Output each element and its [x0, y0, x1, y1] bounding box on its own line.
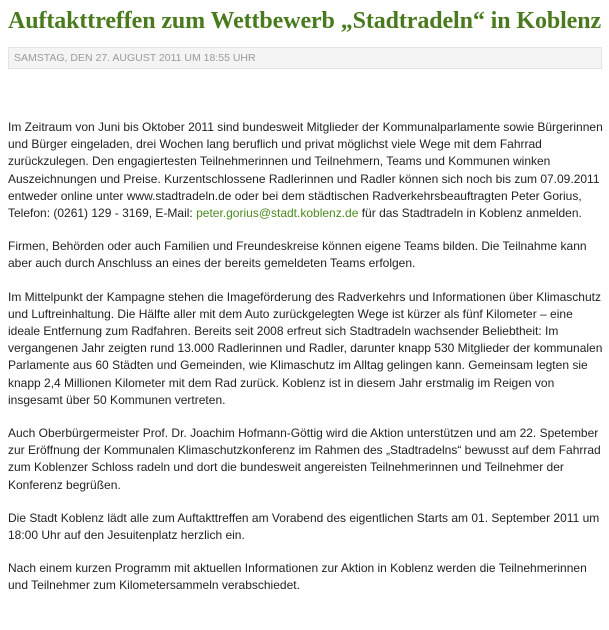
paragraph-teams: Firmen, Behörden oder auch Familien und Freundeskreise können eigene Teams bilden. Die Teilnahme kann aber auch durch Anschluss an eines der bereits gemeldeten Teams erfolgen. [8, 239, 587, 271]
paragraph-registration [8, 119, 606, 222]
paragraph-invitation: Die Stadt Koblenz lädt alle zum Auftakttreffen am Vorabend des eigentlichen Starts am 01. September 2011 um 18:00 Uhr auf den Jesuitenplatz herzlich ein. [8, 510, 600, 543]
paragraph-mayor: Auch Oberbürgermeister Prof. Dr. Joachim Hofmann-Göttig wird die Aktion unterstützen und am 22. Spetember zur Eröffnung der Kommunalen Klimaschutzkonferenz im Rahmen des „Stadtradelns“ bewusst auf dem Fahrrad zum Koblenzer Schloss radeln und dort die bundesweit angereisten Teilnehmerinnen und Teilnehmer der Konferenz begrüßen. [8, 426, 601, 492]
article-body [8, 119, 606, 611]
paragraph-program: Nach einem kurzen Programm mit aktuellen Informationen zur Aktion in Koblenz werden die Teilnehmerinnen und Teilnehmer zum Kilometersammeln verabschiedet. [8, 561, 587, 593]
paragraph-registration-end: für das Stadtradeln in Koblenz anmelden. [358, 206, 582, 221]
paragraph-registration-text: Im Zeitraum von Juni bis Oktober 2011 sind bundesweit Mitglieder der Kommunalparlamente sowie Bürgerinnen und Bürger eingeladen, drei Wochen lang beruflich und privat möglichst viele Wege mit dem Fahrrad zurückzulegen. Den engagiertesten Teilnehmerinnen und Teilnehmern, Teams und Kommunen winken Auszeichnungen und Preise. Kurzentschlossene Radlerinnen und Radler können sich noch bis zum 07.09.2011 entweder online unter www.stadtradeln.de oder bei dem städtischen Radverkehrsbeauftragten Peter Gorius, Telefon: (0261) 129 - 3169, E-Mail: [8, 120, 603, 221]
article-date: SAMSTAG, DEN 27. AUGUST 2011 UM 18:55 UHR [14, 52, 256, 64]
paragraph-campaign-focus: Im Mittelpunkt der Kampagne stehen die Imageförderung des Radverkehrs und Informationen über Klimaschutz und Luftreinhaltung. Die Hälfte aller mit dem Auto zurückgelegten Wege ist kürzer als fünf Kilometer – eine ideale Entfernung zum Radfahren. Bereits seit 2008 erfreut sich Stadtradeln wachsender Beliebtheit: Im vergangenen Jahr zeigten rund 13.000 Radlerinnen und Radler, darunter knapp 530 Mitglieder der kommunalen Parlamente aus 60 Städten und Gemeinden, wie Klimaschutz im Alltag gelingen kann. Gemeinsam legten sie knapp 2,4 Millionen Kilometer mit dem Rad zurück. Koblenz ist in diesem Jahr erstmalig im Reigen von insgesamt über 50 Kommunen vertreten. [8, 289, 603, 407]
article-date-bar [8, 47, 602, 69]
email-link[interactable]: peter.gorius@stadt.koblenz.de [196, 206, 359, 221]
article-title: Auftakttreffen zum Wettbewerb „Stadtradeln“ in Koblenz [8, 8, 602, 34]
